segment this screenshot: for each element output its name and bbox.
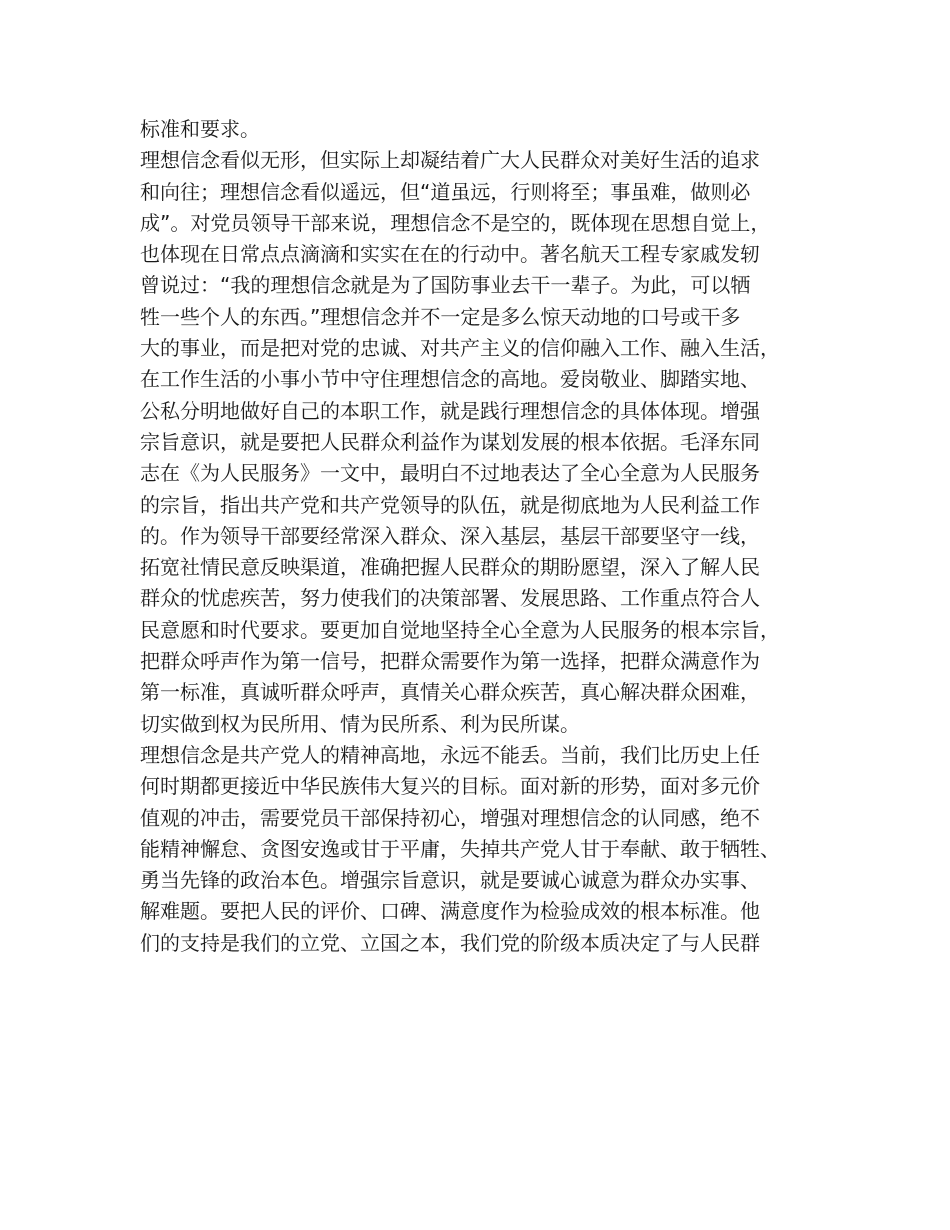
text-line: 大的事业，而是把对党的忠诚、对共产主义的信仰融入工作、融入生活，	[140, 336, 780, 361]
text-line: 也体现在日常点点滴滴和实实在在的行动中。著名航天工程专家戚发轫	[140, 242, 760, 267]
text-line: 理想信念是共产党人的精神高地，永远不能丢。当前，我们比历史上任	[140, 742, 760, 767]
text-line: 勇当先锋的政治本色。增强宗旨意识，就是要诚心诚意为群众办实事、	[140, 868, 760, 893]
text-line: 宗旨意识，就是要把人民群众利益作为谋划发展的根本依据。毛泽东同	[140, 429, 760, 454]
text-line: 理想信念看似无形，但实际上却凝结着广大人民群众对美好生活的追求	[140, 148, 760, 173]
text-line: 解难题。要把人民的评价、口碑、满意度作为检验成效的根本标准。他	[140, 899, 760, 924]
text-line: 的。作为领导干部要经常深入群众、深入基层，基层干部要坚守一线，	[140, 523, 760, 548]
text-line: 们的支持是我们的立党、立国之本，我们党的阶级本质决定了与人民群	[140, 930, 760, 955]
text-line: 的宗旨，指出共产党和共产党领导的队伍，就是彻底地为人民利益工作	[140, 492, 760, 517]
text-line: 把群众呼声作为第一信号，把群众需要作为第一选择，把群众满意作为	[140, 649, 760, 674]
text-line: 民意愿和时代要求。要更加自觉地坚持全心全意为人民服务的根本宗旨，	[140, 617, 780, 642]
text-line: 曾说过：“我的理想信念就是为了国防事业去干一辈子。为此，可以牺	[140, 273, 751, 298]
text-line: 公私分明地做好自己的本职工作，就是践行理想信念的具体体现。增强	[140, 398, 760, 423]
text-line: 能精神懈怠、贪图安逸或甘于平庸，失掉共产党人甘于奉献、敢于牺牲、	[140, 836, 780, 861]
text-line: 群众的忧虑疾苦，努力使我们的决策部署、发展思路、工作重点符合人	[140, 586, 760, 611]
text-line: 牲一些个人的东西。”理想信念并不一定是多么惊天动地的口号或干多	[140, 304, 741, 329]
text-line: 第一标准，真诚听群众呼声，真情关心群众疾苦，真心解决群众困难，	[140, 680, 760, 705]
document-body	[140, 114, 830, 959]
text-line: 何时期都更接近中华民族伟大复兴的目标。面对新的形势，面对多元价	[140, 774, 760, 799]
text-line: 和向往；理想信念看似遥远，但“道虽远，行则将至；事虽难，做则必	[140, 179, 751, 204]
text-line: 在工作生活的小事小节中守住理想信念的高地。爱岗敬业、脚踏实地、	[140, 367, 760, 392]
text-line: 志在《为人民服务》一文中，最明白不过地表达了全心全意为人民服务	[140, 461, 760, 486]
text-line: 切实做到权为民所用、情为民所系、利为民所谋。	[140, 711, 580, 736]
text-line: 拓宽社情民意反映渠道，准确把握人民群众的期盼愿望，深入了解人民	[140, 555, 760, 580]
text-line: 值观的冲击，需要党员干部保持初心，增强对理想信念的认同感，绝不	[140, 805, 760, 830]
text-line: 成”。对党员领导干部来说，理想信念不是空的，既体现在思想自觉上，	[140, 210, 771, 235]
text-line: 标准和要求。	[140, 117, 260, 141]
